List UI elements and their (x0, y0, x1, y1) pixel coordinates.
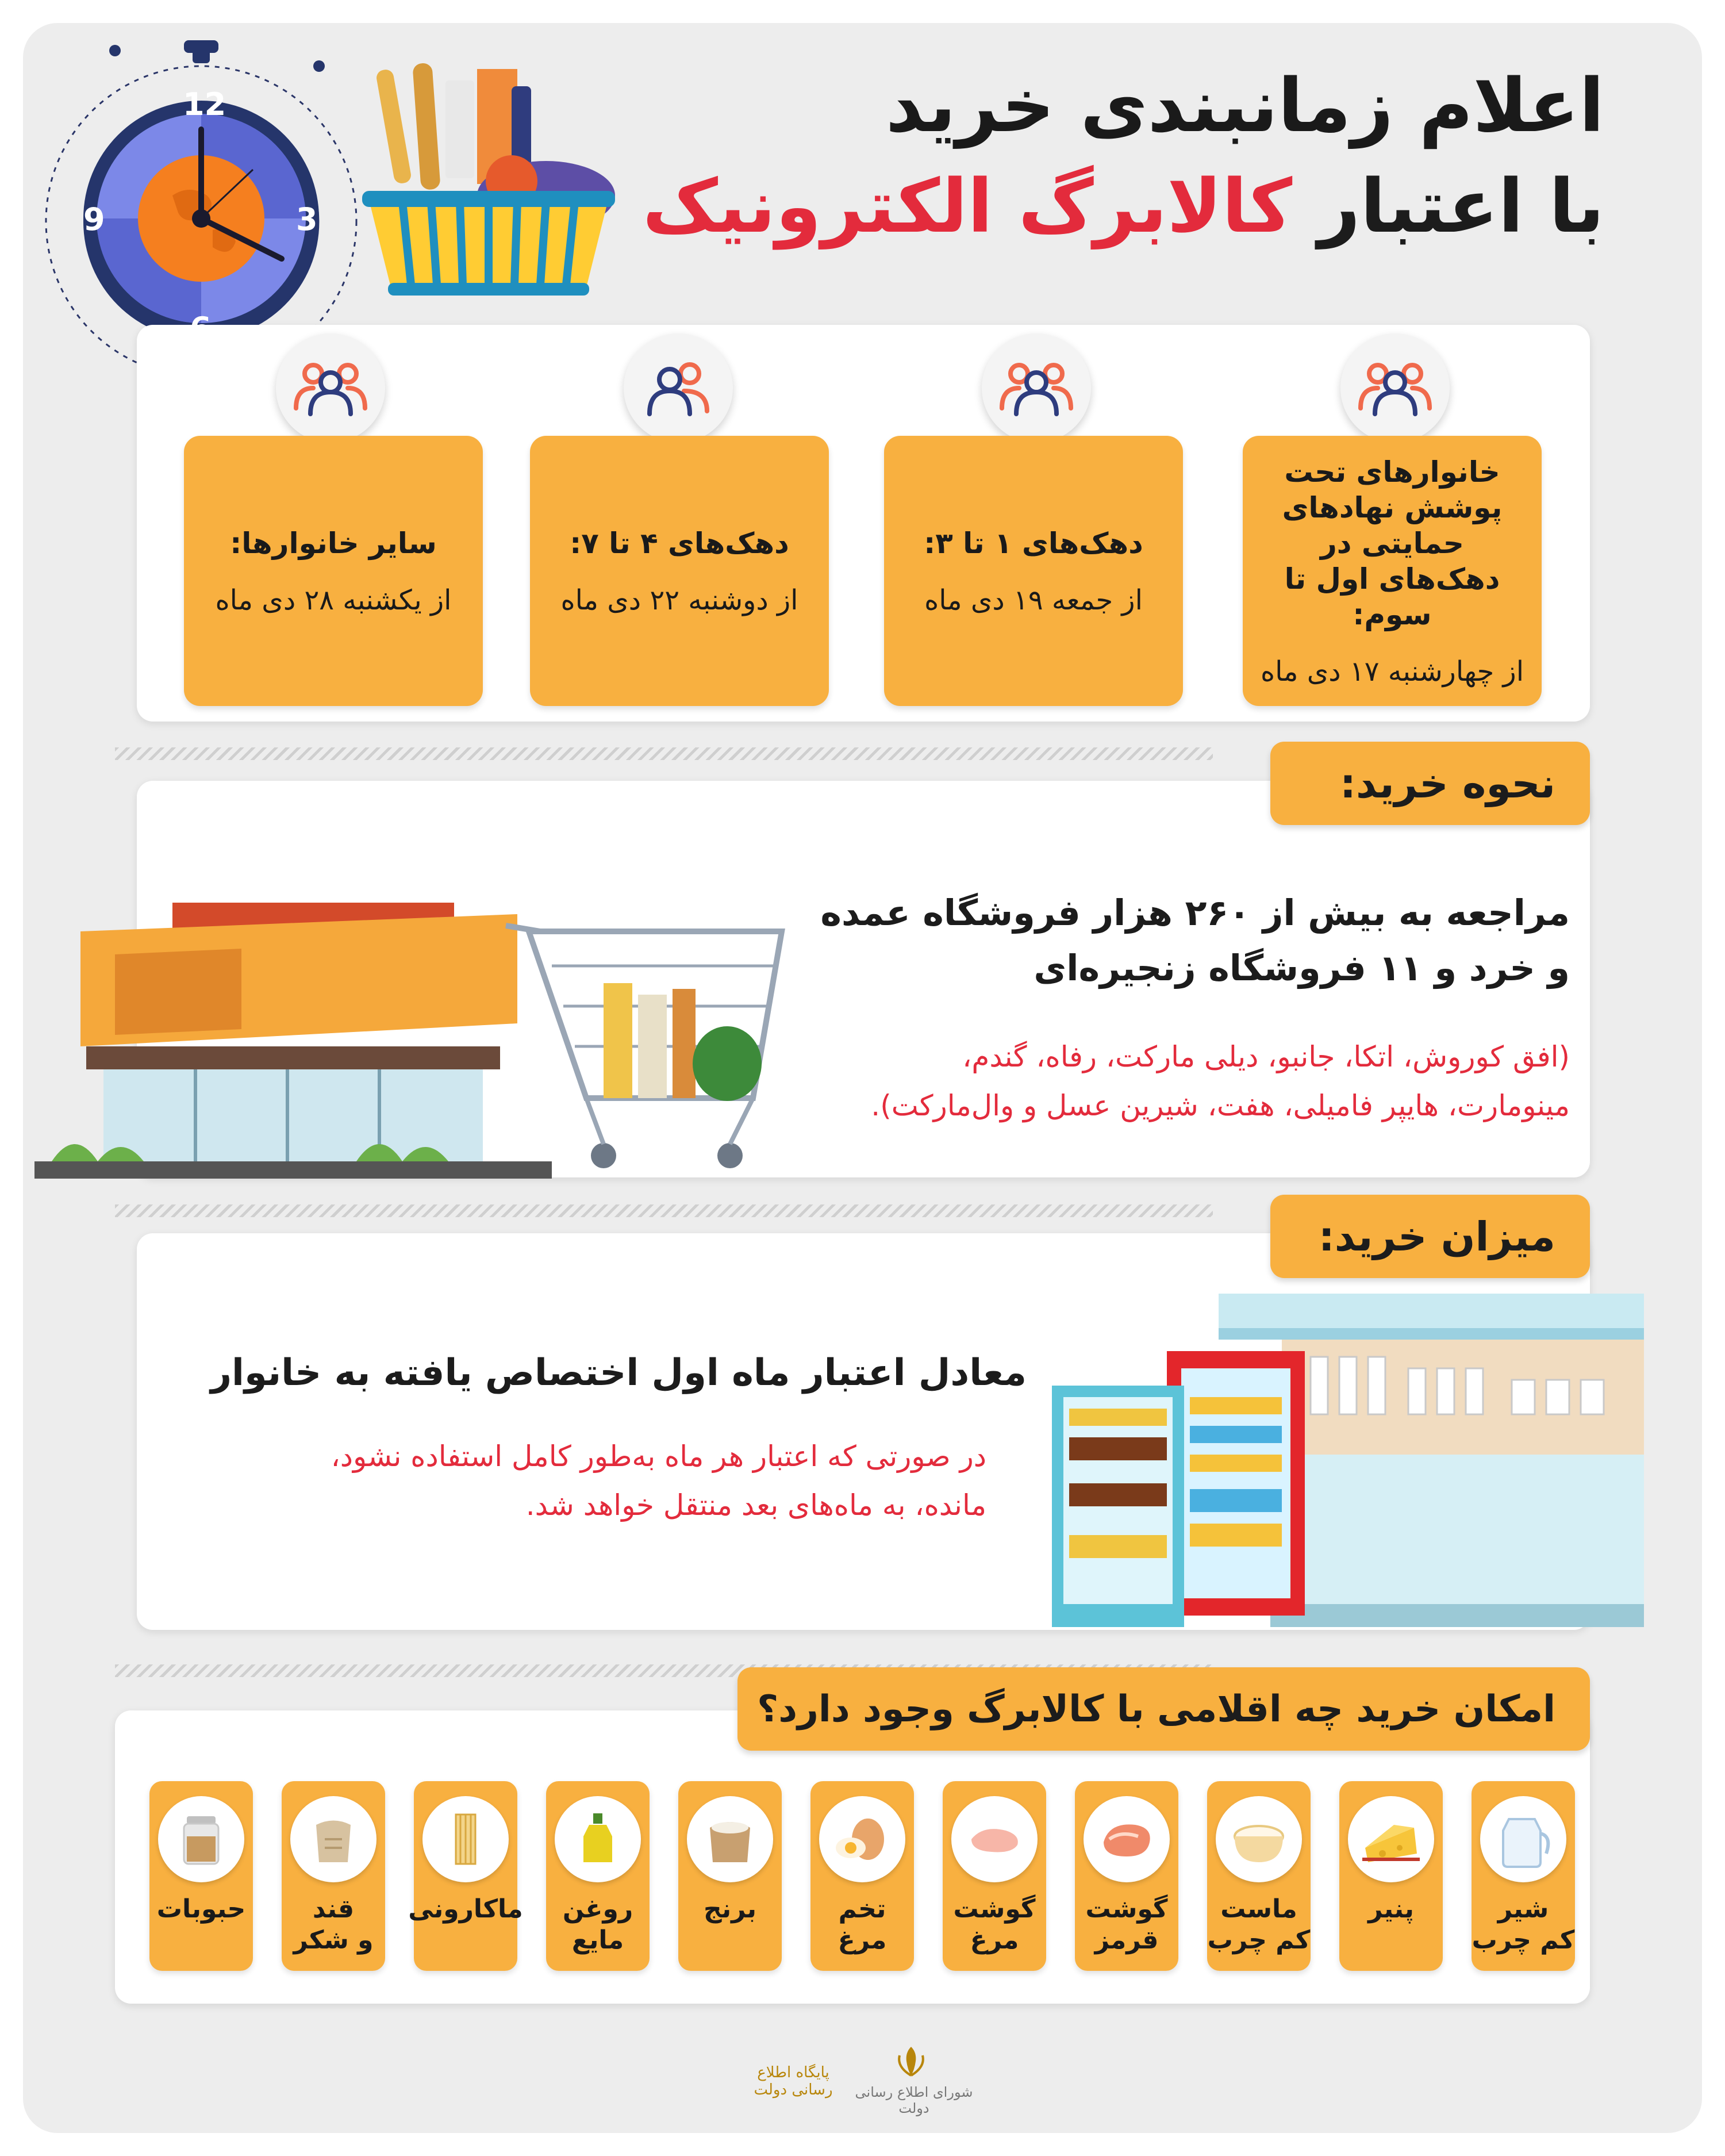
rice-icon (698, 1808, 762, 1871)
item-pasta (408, 1781, 523, 1971)
item-yogurt (1207, 1781, 1311, 1971)
egg-icon (831, 1808, 894, 1871)
store-illustration (34, 891, 793, 1190)
item-icon-circle (422, 1796, 509, 1882)
schedule-card-heading: دهک‌های ۴ تا ۷: (570, 527, 789, 560)
how-to-buy-main-line1: مراجعه به بیش از ۲۶۰ هزار فروشگاه عمده (820, 892, 1570, 934)
legumes-icon (170, 1808, 233, 1871)
milk-icon (1492, 1808, 1555, 1871)
yogurt-icon (1227, 1808, 1290, 1871)
pasta-icon (434, 1808, 497, 1871)
schedule-card-date: از جمعه ۱۹ دی ماه (924, 584, 1143, 616)
item-icon-circle (819, 1796, 905, 1882)
emblem-logo (894, 2044, 928, 2078)
schedule-card-2 (884, 436, 1183, 706)
item-label: پنیر (1368, 1894, 1414, 1924)
title-highlight: کالابرگ الکترونیک (642, 164, 1293, 250)
item-label: ماکارونی (408, 1894, 523, 1924)
item-label: تخم مرغ (837, 1894, 887, 1955)
group-icon (993, 356, 1079, 420)
page-title-line1: اعلام زمانبندی خرید (885, 63, 1604, 149)
item-icon-circle (158, 1796, 244, 1882)
schedule-card-heading: سایر خانوارها: (230, 527, 437, 560)
schedule-card-date: از چهارشنبه ۱۷ دی ماه (1260, 655, 1524, 688)
item-rice (678, 1781, 782, 1971)
schedule-icon-4 (276, 333, 385, 443)
sugar-icon (302, 1808, 365, 1871)
store-list-line1: (افق کوروش، اتکا، جانبو، دیلی مارکت، رفاه، گندم، (962, 1040, 1570, 1073)
item-icon-circle (290, 1796, 376, 1882)
item-label: برنج (703, 1894, 757, 1924)
item-icon-circle (687, 1796, 773, 1882)
item-egg (810, 1781, 914, 1971)
item-icon-circle (951, 1796, 1038, 1882)
items-section-label: امکان خرید چه اقلامی با کالابرگ وجود دارد؟ (737, 1667, 1590, 1751)
chicken-icon (963, 1808, 1026, 1871)
group-icon (287, 356, 374, 420)
schedule-icon-2 (982, 333, 1091, 443)
item-label: گوشت مرغ (953, 1894, 1036, 1955)
divider (115, 1204, 1213, 1217)
oil-icon (566, 1808, 629, 1871)
purchase-amount-label: میزان خرید: (1270, 1195, 1590, 1278)
refrigerator-illustration (1040, 1294, 1650, 1639)
couple-icon (635, 356, 721, 420)
item-icon-circle (555, 1796, 641, 1882)
item-milk (1472, 1781, 1575, 1971)
cheese-icon (1359, 1808, 1423, 1871)
red-meat-icon (1095, 1808, 1158, 1871)
schedule-card-heading: خانوارهای تحت پوشش نهادهای حمایتی در دهک‌های اول تا سوم: (1282, 455, 1503, 631)
schedule-card-4 (184, 436, 483, 706)
clock-number-9: 9 (83, 201, 105, 237)
item-icon-circle (1216, 1796, 1302, 1882)
item-sugar (282, 1781, 385, 1971)
schedule-card-date: از دوشنبه ۲۲ دی ماه (560, 584, 798, 616)
item-icon-circle (1480, 1796, 1566, 1882)
group-icon (1352, 356, 1438, 420)
item-icon-circle (1084, 1796, 1170, 1882)
item-legumes (149, 1781, 253, 1971)
item-icon-circle (1348, 1796, 1434, 1882)
schedule-card-1 (1243, 436, 1542, 706)
how-to-buy-label: نحوه خرید: (1270, 742, 1590, 825)
how-to-buy-main-line2: و خرد و ۱۱ فروشگاه زنجیره‌ای (1034, 947, 1570, 989)
clock-number-3: 3 (296, 201, 318, 237)
item-red-meat (1075, 1781, 1178, 1971)
clock-number-12: 12 (183, 86, 226, 122)
item-label: ماست کم چرب (1207, 1894, 1311, 1955)
item-label: قند و شکر (293, 1894, 374, 1955)
item-oil (546, 1781, 650, 1971)
shopping-basket-illustration (339, 57, 627, 310)
purchase-amount-main: معادل اعتبار ماه اول اختصاص یافته به خانوار (210, 1352, 1027, 1394)
schedule-card-date: از یکشنبه ۲۸ دی ماه (215, 584, 452, 616)
footer-portal: پایگاه اطلاع رسانی دولت (754, 2064, 833, 2099)
title-prefix: با اعتبار (1292, 164, 1604, 250)
schedule-card-3 (530, 436, 829, 706)
item-chicken (943, 1781, 1046, 1971)
item-label: روغن مایع (562, 1894, 633, 1955)
purchase-amount-note-line1: در صورتی که اعتبار هر ماه به‌طور کامل استفاده نشود، (331, 1440, 986, 1473)
page-title-line2 (643, 164, 1604, 250)
divider (115, 747, 1213, 760)
schedule-icon-3 (624, 333, 733, 443)
item-label: گوشت قرمز (1085, 1894, 1168, 1955)
store-list-line2: مینومارت، هایپر فامیلی، هفت، شیرین عسل و وال‌مارکت). (871, 1089, 1570, 1122)
schedule-card-heading: دهک‌های ۱ تا ۳: (924, 527, 1143, 560)
item-label: حبوبات (156, 1894, 246, 1924)
item-label: شیر کم چرب (1472, 1894, 1575, 1955)
schedule-icon-1 (1340, 333, 1450, 443)
footer-council: شورای اطلاع رسانی دولت (855, 2084, 973, 2116)
item-cheese (1339, 1781, 1443, 1971)
purchase-amount-note-line2: مانده، به ماه‌های بعد منتقل خواهد شد. (525, 1489, 986, 1522)
